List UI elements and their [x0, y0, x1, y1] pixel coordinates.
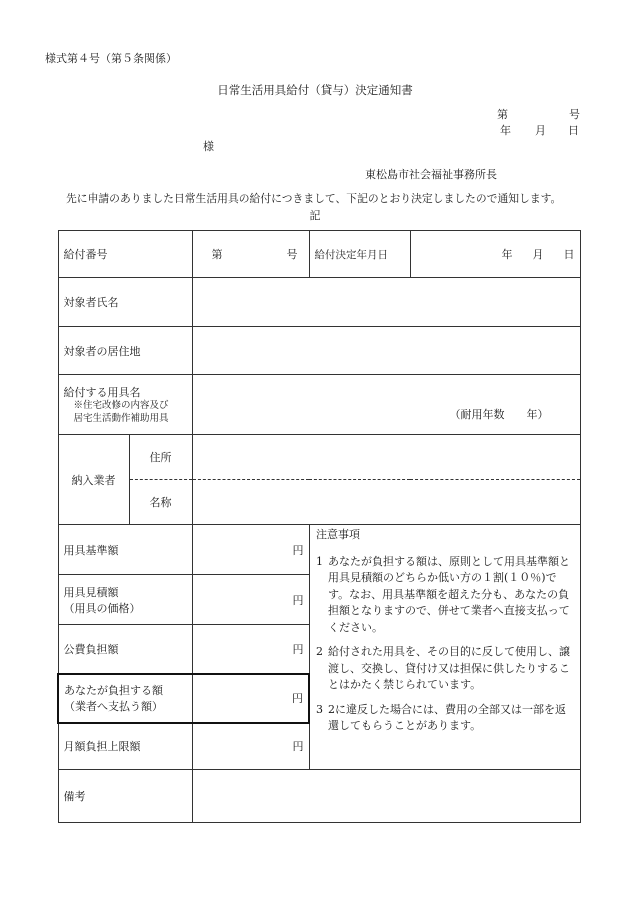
monthly-cap-label: 月額負担上限額 [58, 723, 192, 770]
issuer: 東松島市社会福祉事務所長 [365, 168, 497, 181]
equipment-label-cell [58, 375, 192, 435]
standard-amount-field[interactable] [192, 525, 309, 575]
durability-label: （耐用年数 [449, 407, 505, 421]
your-burden-label-cell [58, 674, 192, 723]
notice-item-2-text: 給付された用具を、その目的に反して使用し、譲渡し、交換し、貸付け又は担保に供したりすることはかたく禁じられています。 [328, 645, 570, 691]
vendor-name-label: 名称 [129, 480, 192, 525]
notice-item-3-number: 3 [316, 702, 323, 716]
remarks-field[interactable] [192, 770, 580, 823]
decision-day: 日 [563, 248, 575, 261]
equipment-label: 給付する用具名 [63, 386, 141, 400]
monthly-cap-field[interactable] [192, 723, 309, 770]
vendor-name-field[interactable] [192, 480, 580, 525]
intro-text: 先に申請のありました日常生活用具の給付につきまして、下記のとおり決定しましたので通知します。 [66, 192, 562, 205]
date-month: 月 [535, 124, 546, 137]
your-burden-label: あなたが負担する額 [64, 684, 163, 697]
decision-table [57, 230, 581, 823]
form-reference: 様式第４号（第５条関係） [45, 52, 177, 65]
decision-date-label: 給付決定年月日 [309, 231, 410, 278]
vendor-label: 納入業者 [58, 435, 129, 525]
address-label: 対象者の居住地 [58, 327, 192, 375]
decision-date-cell[interactable] [410, 231, 580, 278]
ki-heading: 記 [309, 209, 321, 222]
notice-item-1 [316, 554, 574, 637]
notice-heading: 注意事項 [316, 528, 360, 541]
estimate-field[interactable] [192, 575, 309, 625]
equipment-note1: ※住宅改修の内容及び [73, 400, 169, 412]
your-burden-sub: （業者へ支払う額） [64, 700, 163, 713]
remarks-label: 備考 [58, 770, 192, 823]
yen-unit: 円 [292, 642, 304, 656]
notice-item-1-text: あなたが負担する額は、原則として用具基準額と用具見積額のどちらか低い方の１割(１０％)です。なお、用具基準額を超えた分も、あなたの負担額となりますので、併せて業者へ直接支払ってください。 [328, 554, 570, 634]
grant-number-cell[interactable] [192, 231, 309, 278]
decision-month: 月 [532, 248, 544, 261]
vendor-address-field[interactable] [192, 435, 580, 480]
durability-unit: 年） [526, 407, 549, 421]
notice-item-3 [316, 702, 574, 735]
document-title: 日常生活用具給付（貸与）決定通知書 [217, 83, 413, 97]
notice-item-3-text: 2に違反した場合には、費用の全部又は一部を返還してもらうことがあります。 [328, 702, 566, 732]
notice-box [309, 525, 580, 770]
equipment-field[interactable] [192, 375, 580, 435]
yen-unit: 円 [292, 740, 304, 754]
grant-number-prefix: 第 [211, 248, 223, 261]
your-burden-field[interactable] [192, 674, 309, 723]
name-label: 対象者氏名 [58, 278, 192, 327]
yen-unit: 円 [292, 692, 303, 705]
grant-number-suffix: 号 [286, 248, 298, 261]
yen-unit: 円 [292, 543, 304, 557]
date-year: 年 [500, 124, 511, 137]
decision-year: 年 [501, 248, 513, 261]
grant-number-label: 給付番号 [58, 231, 192, 278]
notice-item-2 [316, 644, 574, 694]
number-suffix: 号 [569, 108, 580, 121]
recipient-honorific: 様 [203, 140, 214, 153]
document-number [497, 108, 580, 121]
estimate-sub: （用具の価格） [63, 601, 141, 615]
number-prefix: 第 [497, 108, 508, 121]
vendor-address-label: 住所 [129, 435, 192, 480]
public-burden-label: 公費負担額 [58, 625, 192, 674]
yen-unit: 円 [292, 593, 304, 607]
estimate-label: 用具見積額 [63, 585, 119, 599]
estimate-label-cell [58, 575, 192, 625]
address-field[interactable] [192, 327, 580, 375]
public-burden-field[interactable] [192, 625, 309, 674]
date-day: 日 [568, 124, 579, 137]
notice-item-2-number: 2 [316, 645, 323, 658]
standard-amount-label: 用具基準額 [58, 525, 192, 575]
name-field[interactable] [192, 278, 580, 327]
notice-item-1-number: 1 [316, 554, 323, 568]
equipment-note2: 居宅生活動作補助用具 [73, 412, 169, 424]
